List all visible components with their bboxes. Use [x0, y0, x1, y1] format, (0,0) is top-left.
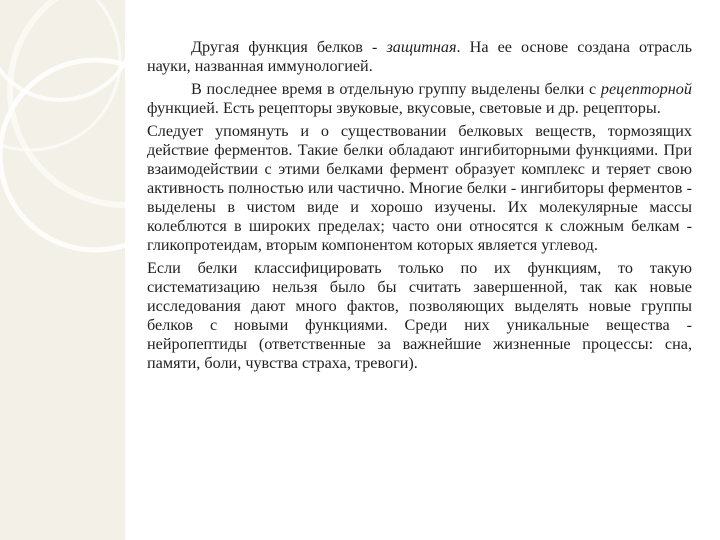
decorative-sidebar: [0, 0, 125, 540]
paragraph-classification: Если белки классифицировать только по их функциям, то такую систематизацию нельзя было бы считать завершенной, так как новые исследования дают много фактов, позволяющих выделять новые группы белков с новыми функциями. Среди них уникальные вещества - нейропептиды (ответственные за важнейшие жизненные процессы: сна, памяти, боли, чувства страха, тревоги).: [147, 259, 692, 372]
decorative-rings: [0, 0, 125, 540]
slide-text: [147, 38, 692, 377]
paragraph-receptor-function: В последнее время в отдельную группу выделены белки с рецепторной функцией. Есть рецепторы звуковые, вкусовые, световые и др. рецепторы.: [147, 80, 692, 117]
paragraph-inhibitors: Следует упомянуть и о существовании белковых веществ, тормозящих действие ферментов. Такие белки обладают ингибиторными функциями. При взаимодействии с этими белками фермент образует комплекс и теряет свою активность полностью или частично. Многие белки - ингибиторы ферментов - выделены в чистом виде и хорошо изучены. Их молекулярные массы колеблются в широких пределах; часто они относятся к сложным белкам - гликопротеидам, вторым компонентом которых является углевод.: [147, 122, 692, 254]
paragraph-protective-function: Другая функция белков - защитная. На ее основе создана отрасль науки, названная иммунологией.: [147, 38, 693, 75]
